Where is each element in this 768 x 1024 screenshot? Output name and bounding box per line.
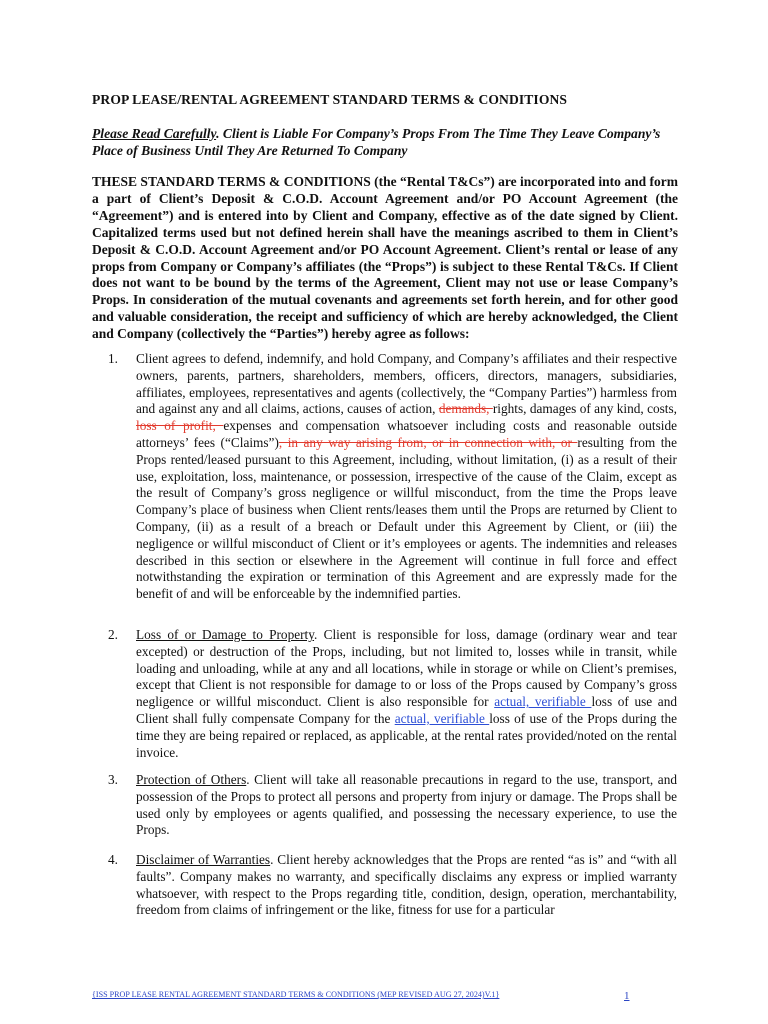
item-number: 2. [108,627,118,642]
item-body [136,852,677,919]
item-body [136,351,677,603]
item-text: loss of use of the Props during the time they are being repaired or replaced, as applicable, at the rental rates provided/noted on the rental invoice. [136,710,678,760]
document-title: PROP LEASE/RENTAL AGREEMENT STANDARD TERMS & CONDITIONS [92,92,568,107]
footer-document-id: {ISS PROP LEASE RENTAL AGREEMENT STANDARD TERMS & CONDITIONS (MEP REVISED AUG 27, 2024)V.1} [92,990,500,999]
item-text: Client agrees to defend, indemnify, and hold Company, and Company’s affiliates and their respective owners, parents, partners, shareholders, members, officers, directors, managers, subsidiaries, affiliates, employees, representatives and agents (collectively, the “Company Parties”) harmless from and against any and all claims, actions, causes of action, [136,351,677,417]
item-heading: Disclaimer of Warranties [136,852,271,867]
item-body [136,627,677,761]
item-heading: Loss of or Damage to Property [136,627,315,642]
item-text: loss of use and Client shall fully compensate Company for the [136,694,677,726]
item-text: . Client hereby acknowledges that the Props are rented “as is” and “with all faults”. Company makes no warranty, and specifically disclaims any express or implied warranty whatsoever, with respect to the Props regarding title, condition, design, operation, merchantability, freedom from claims of infringement or the like, fitness for use for a particular [136,852,677,918]
preamble-paragraph: THESE STANDARD TERMS & CONDITIONS (the “Rental T&Cs”) are incorporated into and form a part of Client’s Deposit & C.O.D. Account Agreement and/or PO Account Agreement (the “Agreement”) and is entered into by Client and Company, effective as of the date signed by Client. Capitalized terms used but not defined herein shall have the meanings ascribed to them in Client’s Deposit & C.O.D. Account Agreement and/or PO Account Agreement. Client’s rental or lease of any props from Company or Company’s affiliates (the “Props”) is subject to these Rental T&Cs. If Client does not want to be bound by the terms of the Agreement, Client may not use or lease Company’s Props. In consideration of the mutual covenants and agreements set forth herein, and for other good and valuable consideration, the receipt and sufficiency of which are hereby acknowledged, the Client and Company (collectively the “Parties”) hereby agree as follows: [92,174,678,342]
item-number: 1. [108,351,118,366]
intro-notice-text: . Client is Liable For Company’s Props From The Time They Leave Company’s Place of Business Until They Are Returned To Company [92,126,661,158]
please-read-carefully: Please Read Carefully [92,126,217,141]
deleted-text: , in any way arising from, or in connection with, or [278,434,578,450]
inserted-text: actual, verifiable [394,710,490,726]
item-text: expenses and compensation whatsoever including costs and reasonable outside attorneys’ fees (“Claims”) [136,418,677,450]
item-text: . Client is responsible for loss, damage (ordinary wear and tear excepted) or destruction of the Props, including, but not limited to, losses while in transit, while loading and unloading, while at any and all locations, while in storage or while on Client’s premises, except that Client is not responsible for damage to or loss of the Props caused by Company’s gross negligence or willful misconduct. Client is also responsible for [136,627,677,710]
item-body [136,772,677,839]
deleted-text: demands, [438,401,493,417]
item-text: resulting from the Props rented/leased pursuant to this Agreement, including, without limitation, (i) as a result of their use, exploitation, loss, maintenance, or possession, irrespective of the cause of the Claim, except as the result of Company’s gross negligence or willful misconduct, from the time the Props leave Company’s place of business when Client rents/leases them until the Props are returned by Client to Company, (ii) as a result of a breach or Default under this Agreement by Client, or (iii) the negligence or willful misconduct of Client or it’s employees or agents. The indemnities and releases described in this section or elsewhere in the Agreement will continue in full force and effect notwithstanding the expiration or termination of this Agreement and are expressly made for the benefit of and will be enforceable by the indemnified parties. [136,434,677,602]
item-number: 3. [108,772,118,787]
item-text: . Client will take all reasonable precautions in regard to the use, transport, and possession of the Props to protect all persons and property from injury or damage. The Props shall be used only by employees or agents qualified, and possessing the necessary experience, to use the Props. [136,772,677,838]
deleted-text: loss of profit, [136,418,224,434]
intro-notice [92,125,678,159]
inserted-text: actual, verifiable [494,694,592,710]
item-text: rights, damages of any kind, costs, [492,401,677,417]
item-heading: Protection of Others [136,772,247,787]
item-number: 4. [108,852,118,867]
page-number: 1 [624,990,630,1002]
